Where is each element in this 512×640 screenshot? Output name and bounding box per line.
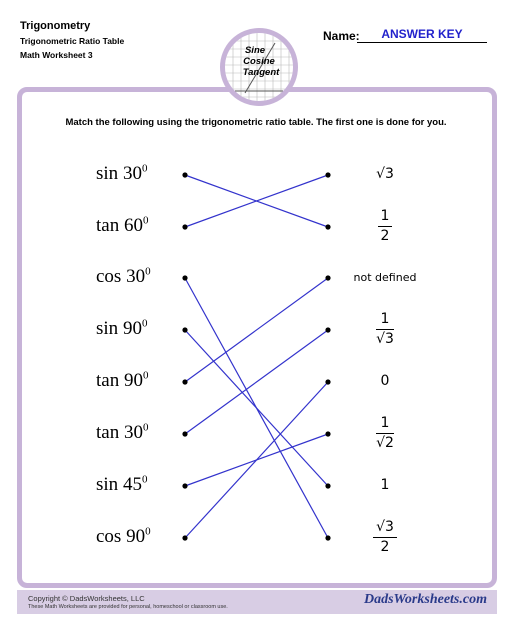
- numerator: 1: [376, 311, 394, 330]
- answer-text: 0: [380, 373, 390, 389]
- right-item-7: [340, 519, 430, 556]
- left-dot[interactable]: [182, 327, 187, 332]
- instructions: Match the following using the trigonometric ratio table. The first one is done for you.: [65, 117, 447, 128]
- left-dot[interactable]: [182, 224, 187, 229]
- left-item-angle: 30: [122, 163, 142, 184]
- degree-mark: 0: [142, 214, 149, 227]
- answer-text: 1: [380, 477, 390, 493]
- degree-mark: 0: [142, 421, 149, 434]
- left-item-angle: 45: [122, 474, 142, 495]
- left-item-2: [96, 266, 151, 288]
- right-item-4: [340, 373, 430, 390]
- right-item-5: [340, 415, 430, 452]
- right-dot[interactable]: [325, 535, 330, 540]
- left-item-5: [96, 422, 148, 444]
- worksheet-subtitle: Trigonometric Ratio Table: [20, 36, 125, 46]
- left-item-angle: 30: [123, 422, 143, 443]
- degree-mark: 0: [141, 473, 148, 486]
- worksheet-number: Math Worksheet 3: [20, 50, 93, 60]
- left-item-angle: 90: [126, 526, 146, 547]
- left-item-function: cos: [96, 266, 127, 287]
- badge-tangent: Tangent: [242, 67, 280, 78]
- right-item-1: [340, 208, 430, 245]
- left-dot[interactable]: [182, 275, 187, 280]
- degree-mark: 0: [141, 317, 148, 330]
- right-item-2: [340, 269, 430, 286]
- degree-mark: 0: [145, 265, 151, 278]
- left-item-function: sin: [96, 163, 123, 184]
- left-dot[interactable]: [182, 535, 187, 540]
- right-dot[interactable]: [325, 172, 330, 177]
- numerator: 1: [376, 415, 394, 434]
- left-item-6: [96, 474, 147, 496]
- match-line: [185, 278, 328, 382]
- denominator: √2: [376, 435, 394, 451]
- degree-mark: 0: [141, 162, 148, 175]
- degree-mark: 0: [142, 369, 149, 382]
- left-item-angle: 90: [122, 318, 142, 339]
- right-dot[interactable]: [325, 275, 330, 280]
- left-item-4: [96, 370, 148, 392]
- right-dot[interactable]: [325, 483, 330, 488]
- fraction: [373, 519, 397, 556]
- left-item-angle: 60: [123, 215, 143, 236]
- left-item-function: tan: [96, 215, 124, 236]
- usage-note: These Math Worksheets are provided for personal, homeschool or classroom use.: [28, 604, 228, 610]
- right-dot[interactable]: [325, 224, 330, 229]
- badge-sine: Sine: [244, 45, 266, 56]
- site-logo[interactable]: DadsWorksheets.com: [363, 592, 487, 607]
- match-line: [185, 330, 328, 486]
- left-item-1: [96, 215, 148, 237]
- left-item-function: tan: [96, 370, 124, 391]
- match-line: [185, 382, 328, 538]
- left-dot[interactable]: [182, 172, 187, 177]
- left-item-angle: 30: [126, 266, 146, 287]
- left-dot[interactable]: [182, 483, 187, 488]
- right-dot[interactable]: [325, 431, 330, 436]
- numerator: √3: [373, 519, 397, 538]
- right-dot[interactable]: [325, 379, 330, 384]
- left-item-0: [96, 163, 147, 185]
- fraction: [376, 415, 394, 452]
- left-item-function: tan: [96, 422, 124, 443]
- left-item-3: [96, 318, 147, 340]
- name-label: Name:: [323, 29, 360, 43]
- denominator: 2: [380, 539, 390, 555]
- answer-text: not defined: [353, 271, 417, 284]
- left-item-angle: 90: [123, 370, 143, 391]
- left-dot[interactable]: [182, 379, 187, 384]
- answer-text: √3: [376, 166, 394, 182]
- worksheet-title: Trigonometry: [20, 20, 91, 32]
- denominator: √3: [376, 331, 394, 347]
- name-field: ANSWER KEY: [357, 27, 487, 43]
- match-line: [185, 330, 328, 434]
- right-item-3: [340, 311, 430, 348]
- badge-cosine: Cosine: [243, 56, 275, 67]
- fraction: [376, 311, 394, 348]
- denominator: 2: [380, 228, 390, 244]
- degree-mark: 0: [145, 525, 151, 538]
- fraction: [378, 208, 393, 245]
- numerator: 1: [378, 208, 393, 227]
- left-item-function: sin: [96, 318, 123, 339]
- copyright-text: Copyright © DadsWorksheets, LLC: [28, 594, 145, 603]
- right-item-6: [340, 477, 430, 494]
- left-item-function: sin: [96, 474, 123, 495]
- left-item-7: [96, 526, 151, 548]
- right-item-0: [340, 166, 430, 183]
- left-dot[interactable]: [182, 431, 187, 436]
- footer-bar: [17, 590, 497, 614]
- right-dot[interactable]: [325, 327, 330, 332]
- left-item-function: cos: [96, 526, 127, 547]
